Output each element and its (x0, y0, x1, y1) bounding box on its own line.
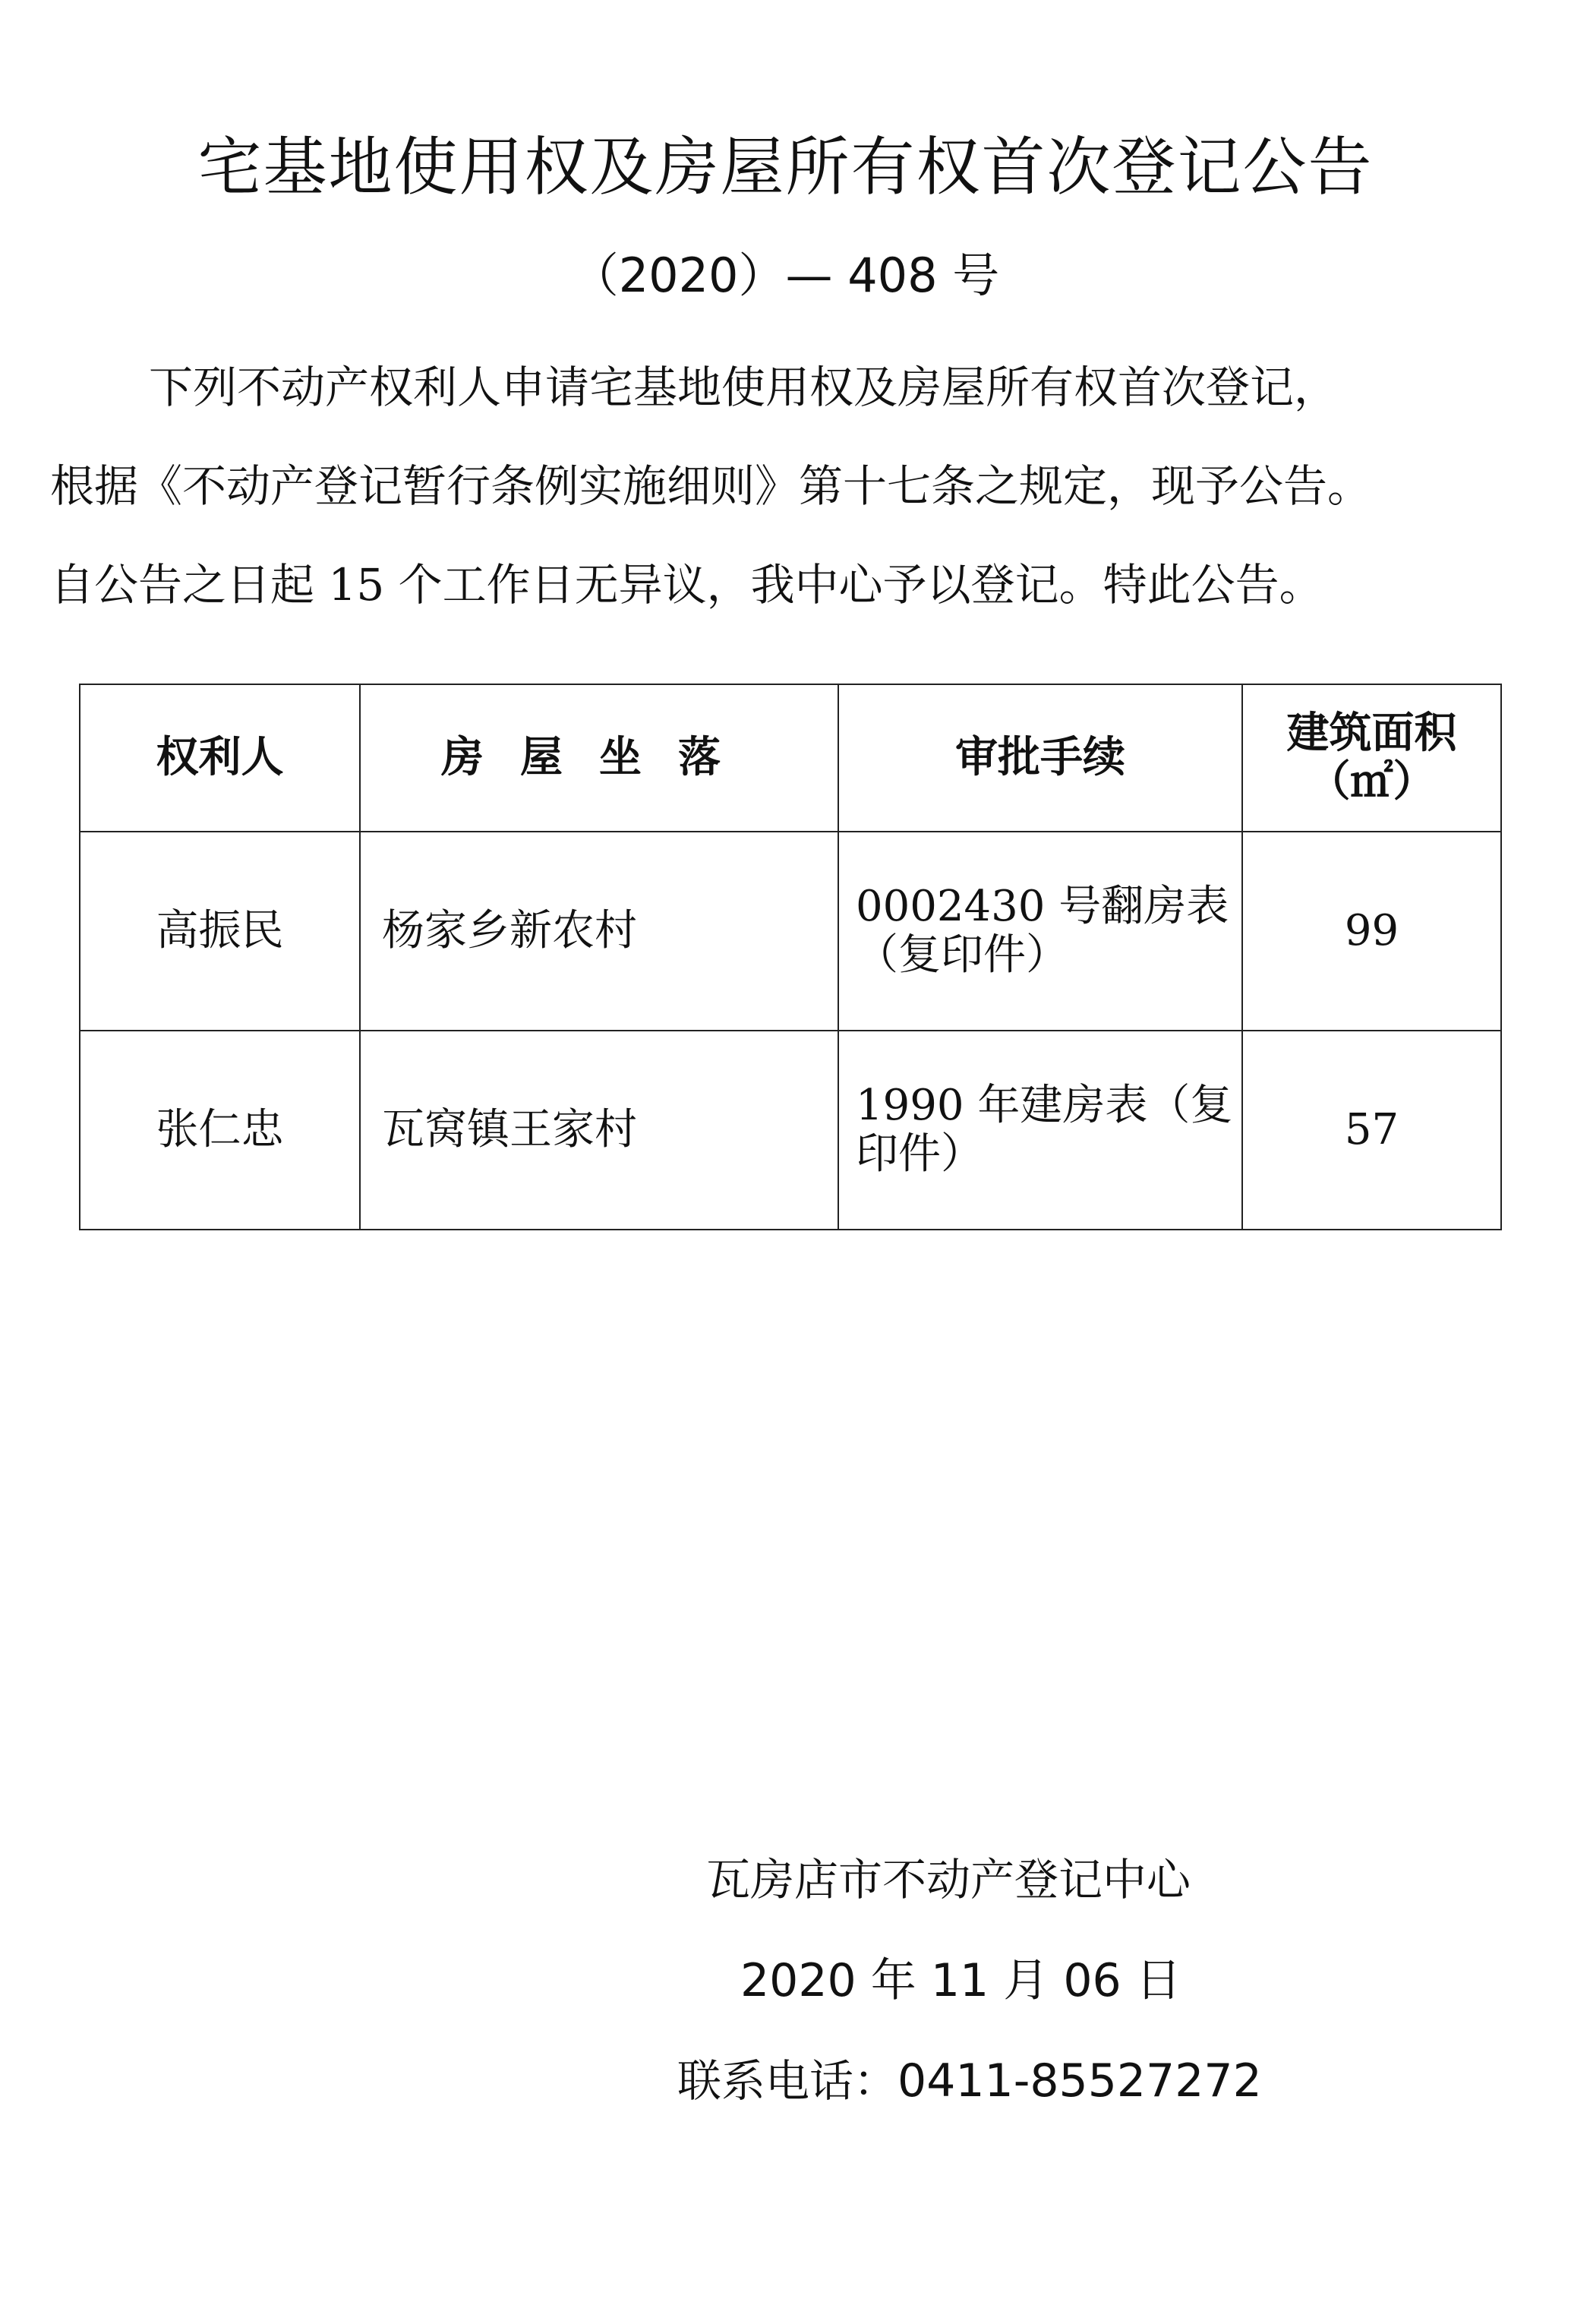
cell-area: 99 (1242, 832, 1501, 1031)
cell-procedure: 1990 年建房表（复印件） (838, 1031, 1242, 1230)
cell-location: 杨家乡新农村 (360, 832, 838, 1031)
header-area (1242, 684, 1501, 832)
table-row (80, 832, 1501, 1031)
notice-paragraph-line-3: 自公告之日起 15 个工作日无异议，我中心予以登记。特此公告。 (50, 559, 1323, 611)
header-area-label: 建筑面积 (1286, 709, 1457, 758)
cell-location: 瓦窝镇王家村 (360, 1031, 838, 1230)
notice-title: 宅基地使用权及房屋所有权首次登记公告 (197, 130, 1374, 204)
cell-holder: 高振民 (80, 832, 360, 1031)
issuing-organization: 瓦房店市不动产登记中心 (706, 1854, 1191, 1906)
table-header-row (80, 684, 1501, 832)
issue-date: 2020 年 11 月 06 日 (740, 1954, 1181, 2007)
contact-phone-number: 0411-85527272 (897, 2054, 1262, 2108)
cell-area: 57 (1242, 1031, 1501, 1230)
table-row (80, 1031, 1501, 1230)
contact-phone (677, 2051, 1262, 2111)
notice-paragraph-line-2: 根据《不动产登记暂行条例实施细则》第十七条之规定，现予公告。 (50, 460, 1372, 512)
header-holder: 权利人 (80, 684, 360, 832)
header-area-unit: （㎡） (1308, 757, 1436, 807)
cell-holder: 张仁忠 (80, 1031, 360, 1230)
notice-number: （2020）— 408 号 (571, 248, 1000, 303)
cell-procedure: 0002430 号翻房表（复印件） (838, 832, 1242, 1031)
registration-table (79, 684, 1502, 1230)
contact-phone-label: 联系电话： (677, 2055, 898, 2107)
header-procedure: 审批手续 (838, 684, 1242, 832)
notice-paragraph-line-1: 下列不动产权利人申请宅基地使用权及房屋所有权首次登记， (149, 362, 1339, 413)
header-location: 房屋坐落 (360, 684, 838, 832)
